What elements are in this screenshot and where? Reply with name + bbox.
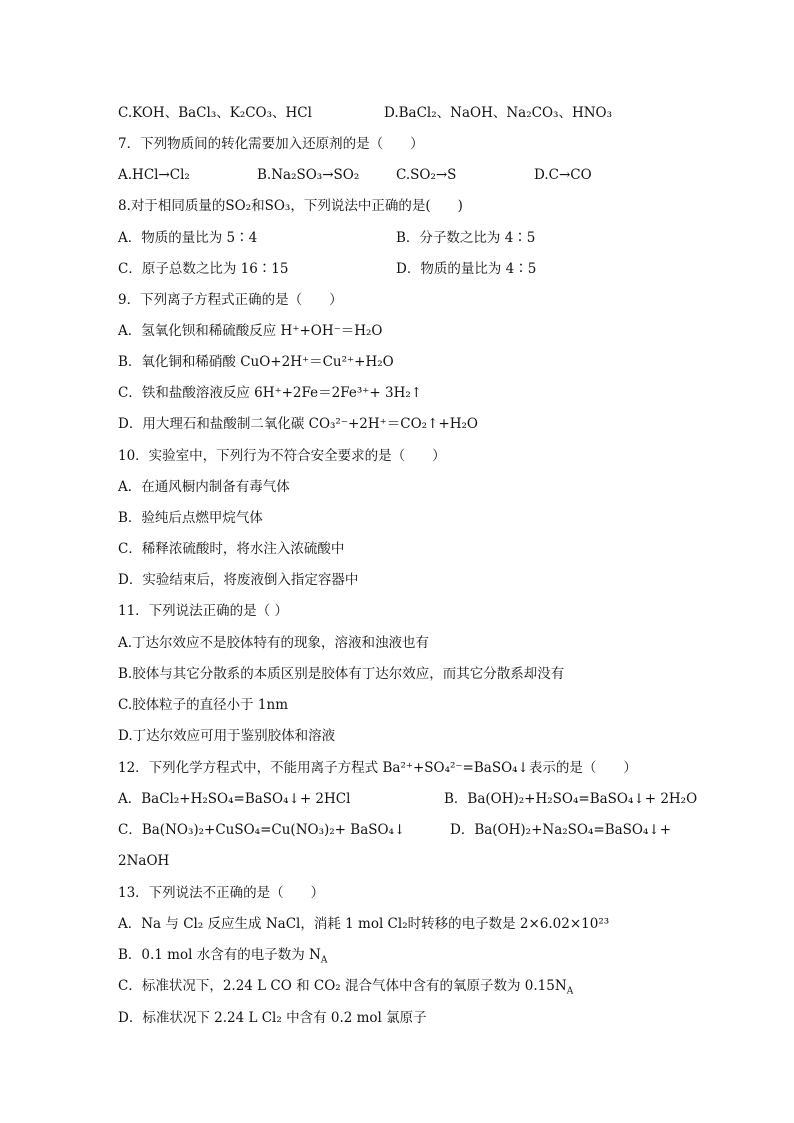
line-segment: A．氢氧化钡和稀硫酸反应 H⁺+OH⁻＝H₂O [118,323,383,339]
line-segment: C．铁和盐酸溶液反应 6H⁺+2Fe＝2Fe³⁺+ 3H₂↑ [118,385,423,401]
line-segment: D．物质的量比为 4∶5 [396,261,537,277]
line-segment: C．原子总数之比为 16∶15 [118,261,289,277]
line-segment: 8.对于相同质量的SO₂和SO₃，下列说法中正确的是( ) [118,198,463,214]
line-segment: D.C→CO [534,167,592,183]
line-segment: C．稀释浓硫酸时，将水注入浓硫酸中 [118,541,345,557]
line-segment: B．Ba(OH)₂+H₂SO₄=BaSO₄↓+ 2H₂O [444,791,698,807]
line-segment: 13．下列说法不正确的是（ ） [118,885,325,901]
line-segment: D．Ba(OH)₂+Na₂SO₄=BaSO₄↓+ [450,822,672,838]
line-segment: A．物质的量比为 5∶4 [118,230,258,246]
line-segment: 9．下列离子方程式正确的是（ ） [118,292,343,308]
line-segment: A．在通风橱内制备有毒气体 [118,479,290,495]
line-segment: C．Ba(NO₃)₂+CuSO₄=Cu(NO₃)₂+ BaSO₄↓ [118,822,406,838]
line-segment: 11．下列说法正确的是（ ） [118,603,288,619]
line-segment: 12．下列化学方程式中，不能用离子方程式 Ba²⁺+SO₄²⁻=BaSO₄↓表示的是（ ） [118,760,637,776]
line-segment: A．BaCl₂+H₂SO₄=BaSO₄↓+ 2HCl [118,791,351,807]
line-segment: 7．下列物质间的转化需要加入还原剂的是（ ） [118,136,424,152]
line-segment: D.BaCl₂、NaOH、Na₂CO₃、HNO₃ [384,105,613,121]
line-segment: A.丁达尔效应不是胶体特有的现象，溶液和浊液也有 [118,635,430,651]
line-segment: D．实验结束后，将废液倒入指定容器中 [118,572,359,588]
line-segment: B．0.1 mol 水含有的电子数为 $N_A$ [118,947,328,966]
line-segment: 2NaOH [118,853,170,869]
line-segment: B.胶体与其它分散系的本质区别是胶体有丁达尔效应，而其它分散系却没有 [118,666,565,682]
line-segment: D．用大理石和盐酸制二氧化碳 CO₃²⁻+2H⁺＝CO₂↑+H₂O [118,416,478,432]
line-segment: A.HCl→Cl₂ [118,167,190,183]
line-segment: B．分子数之比为 4∶5 [396,230,536,246]
line-segment: B．验纯后点燃甲烷气体 [118,510,263,526]
line-segment: C.胶体粒子的直径小于 1nm [118,697,289,713]
line-segment: D．标准状况下 2.24 L Cl₂ 中含有 0.2 mol 氯原子 [118,1010,427,1026]
line-segment: C.KOH、BaCl₃、K₂CO₃、HCl [118,105,312,121]
line-segment: B．氧化铜和稀硝酸 CuO+2H⁺＝Cu²⁺+H₂O [118,354,394,370]
line-segment: 10．实验室中，下列行为不符合安全要求的是（ ） [118,448,446,464]
line-segment: C．标准状况下，2.24 L CO 和 CO₂ 混合气体中含有的氧原子数为 $0.15N_A$ [118,978,574,997]
line-segment: D.丁达尔效应可用于鉴别胶体和溶液 [118,728,336,744]
line-segment: A．Na 与 Cl₂ 反应生成 NaCl，消耗 1 mol Cl₂时转移的电子数是 2×6.02×10²³ [118,916,610,932]
line-segment: C.SO₂→S [396,167,457,183]
line-segment: B.Na₂SO₃→SO₂ [257,167,360,183]
